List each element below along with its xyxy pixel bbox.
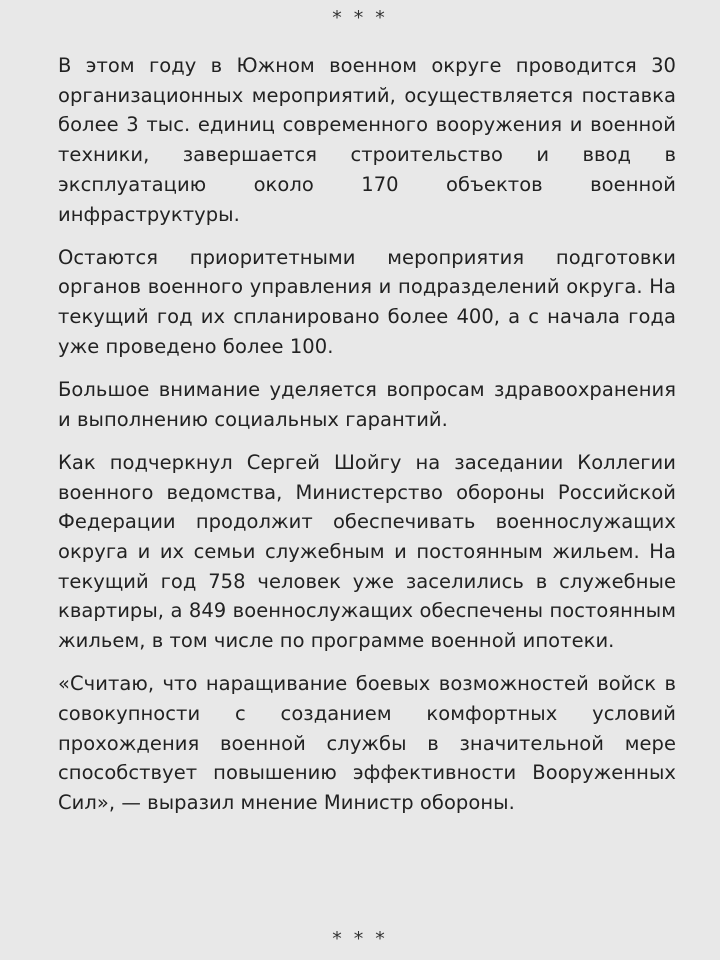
article-body [58,51,676,831]
paragraph-minister-quote: «Считаю, что наращивание боевых возможностей войск в совокупности с созданием комфортных условий прохождения военной службы в значительной мере способствует повышению эффективности Вооруженных Сил», — выразил мнение Министр обороны. [58,672,676,815]
paragraph-housing: Как подчеркнул Сергей Шойгу на заседании Коллегии военного ведомства, Министерство обороны Российской Федерации продолжит обеспечивать военнослужащих округа и их семьи служебным и постоянным жильем. На текущий год 758 человек уже заселились в служебные квартиры, а 849 военнослужащих обеспечены постоянным жильем, в том числе по программе военной ипотеки. [58,450,676,653]
section-separator-bottom: * * * [332,928,388,950]
section-separator-top: * * * [332,7,388,29]
paragraph-district-events: В этом году в Южном военном округе проводится 30 организационных мероприятий, осуществляется поставка более 3 тыс. единиц современного вооружения и военной техники, завершается строительство и ввод в эксплуатацию около 170 объектов военной инфраструктуры. [58,54,676,226]
paragraph-training-priorities: Остаются приоритетными мероприятия подготовки органов военного управления и подразделений округа. На текущий год их спланировано более 400, а с начала года уже проведено более 100. [58,245,676,358]
paragraph-healthcare: Большое внимание уделяется вопросам здравоохранения и выполнению социальных гарантий. [58,378,676,431]
